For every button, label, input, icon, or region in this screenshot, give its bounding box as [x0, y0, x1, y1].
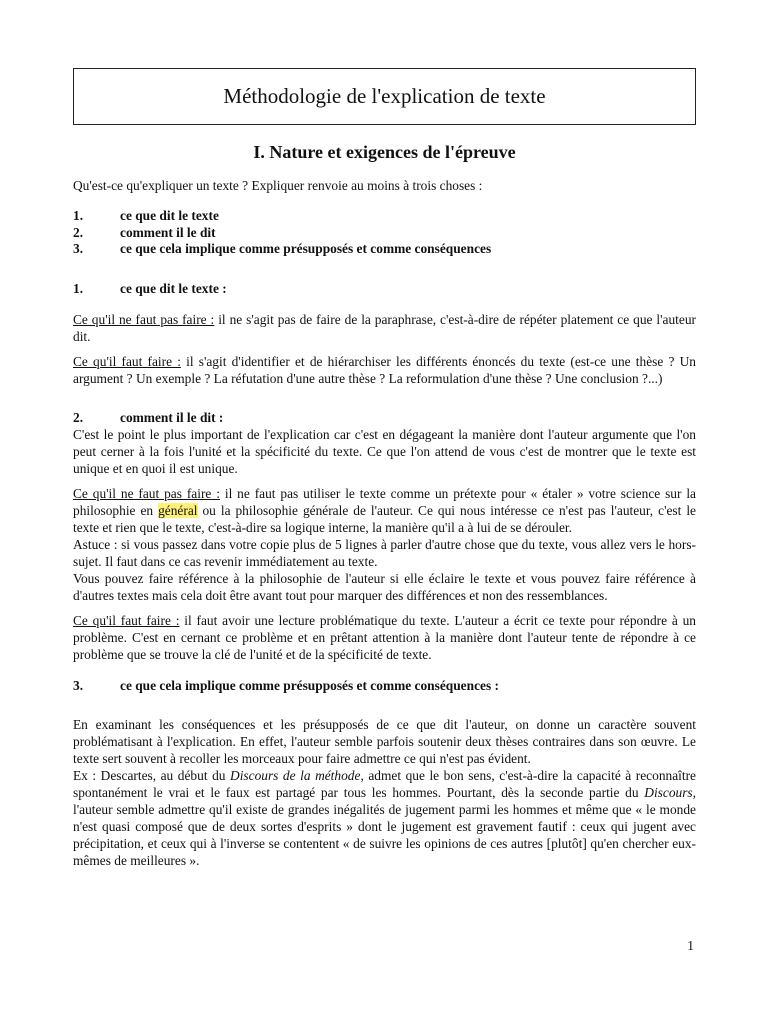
part2-heading-text: comment il le dit :	[120, 409, 224, 425]
list-item	[73, 225, 696, 242]
part2-number: 2.	[73, 409, 84, 425]
part1-heading-text: ce que dit le texte :	[120, 280, 227, 296]
dont-text-cont: ou la philosophie générale de l'auteur. Ce qui nous intéresse ce n'est pas l'auteur, c'est le texte et rien que le texte, c'est-à-dire sa logique interne, la manière qu'il a à lui de se dérouler.	[73, 502, 697, 535]
list-text: ce que dit le texte	[120, 208, 219, 223]
intro-paragraph: Qu'est-ce qu'expliquer un texte ? Expliquer renvoie au moins à trois choses :	[73, 178, 483, 193]
section-title: I. Nature et exigences de l'épreuve	[253, 142, 516, 162]
dont-text: il ne faut pas utiliser le texte comme un prétexte pour « étaler » votre science sur la philosophie en	[73, 485, 696, 518]
summary-list	[73, 208, 696, 258]
example-paragraph	[73, 767, 696, 869]
part2-dont-paragraph	[73, 485, 696, 536]
example-text-end: , l'auteur semble admettre qu'il existe de grandes inégalités de jugement parmi les hommes et même que « le monde n'est quasi composé que de deux sortes d'esprits » dont le jugement est gravement fautif : ceux qui jugent avec précipitation, et ceux qui à l'inverse se contentent « de suivre les opinions de ces autres [plutôt] qu'en chercher eux-mêmes de meilleures ».	[73, 784, 696, 868]
part3-heading-text: ce que cela implique comme présupposés et comme conséquences :	[120, 677, 499, 693]
astuce-paragraph: Astuce : si vous passez dans votre copie plus de 5 lignes à parler d'autre chose que du texte, vous allez vers le hors-sujet. Il faut dans ce cas revenir immédiatement au texte.	[73, 536, 696, 569]
list-item	[73, 208, 696, 225]
do-text: il faut avoir une lecture problématique du texte. L'auteur a écrit ce texte pour répondre à un problème. C'est en cernant ce problème et en prêtant attention à la manière dont l'auteur tente de répondre à ce problème que se trouve la clé de l'unité et de la spécificité de texte.	[73, 612, 697, 662]
part3-heading	[73, 677, 696, 694]
list-text: ce que cela implique comme présupposés et comme conséquences	[120, 241, 492, 256]
list-item	[73, 241, 696, 258]
page-number: 1	[687, 938, 694, 953]
do-text: il s'agit d'identifier et de hiérarchiser les différents énoncés du texte (est-ce une thèse ? Un argument ? Un exemple ? La réfutation d'une autre thèse ? La reformulation d'une thèse ? Une conclusion ?...)	[73, 353, 696, 386]
part1-number: 1.	[73, 280, 84, 296]
dont-label: Ce qu'il ne faut pas faire :	[73, 485, 220, 501]
dont-text: il ne s'agit pas de faire de la paraphrase, c'est-à-dire de répéter platement ce que l'auteur dit.	[73, 311, 696, 344]
list-text: comment il le dit	[120, 224, 216, 240]
book-title-short: Discours	[644, 784, 693, 800]
list-number: 3.	[73, 241, 84, 256]
document-page	[73, 68, 696, 869]
example-text: Ex : Descartes, au début du	[73, 767, 231, 783]
part1-heading	[73, 280, 696, 297]
part2-do-paragraph	[73, 612, 696, 663]
example-text-cont: , admet que le bon sens, c'est-à-dire la capacité à reconnaître spontanément le vrai et le faux est partagé par tous les hommes. Pourtant, dès la seconde partie du	[73, 767, 697, 800]
document-title: Méthodologie de l'explication de texte	[223, 84, 546, 108]
reference-paragraph: Vous pouvez faire référence à la philosophie de l'auteur si elle éclaire le texte et vous pouvez faire référence à d'autres textes mais cela doit être avant tout pour marquer des différences et non des ressemblances.	[73, 570, 696, 603]
do-label: Ce qu'il faut faire :	[73, 612, 180, 628]
part2-intro: C'est le point le plus important de l'explication car c'est en dégageant la manière dont l'auteur argumente que l'on peut cerner à la fois l'unité et la spécificité du texte. Ce que l'on attend de vous c'est de montrer que le texte est unique et en quoi il est unique.	[73, 426, 696, 476]
part3-paragraph: En examinant les conséquences et les présupposés de ce que dit l'auteur, on donne un caractère souvent problématisant à l'explication. En effet, l'auteur semble parfois soutenir deux thèses contraires dans son œuvre. Le texte sert souvent à recoller les morceaux pour faire admettre ce qui n'est pas évident.	[73, 716, 696, 766]
highlighted-word: général	[158, 502, 198, 518]
part1-do-paragraph	[73, 353, 696, 387]
list-number: 1.	[73, 208, 84, 223]
list-number: 2.	[73, 224, 84, 240]
book-title: Discours de la méthode	[230, 767, 361, 783]
dont-label: Ce qu'il ne faut pas faire :	[73, 311, 215, 327]
document-title-box	[73, 68, 696, 125]
part2-heading	[73, 409, 696, 426]
do-label: Ce qu'il faut faire :	[73, 353, 181, 369]
part3-number: 3.	[73, 677, 84, 693]
part1-dont-paragraph	[73, 311, 696, 345]
